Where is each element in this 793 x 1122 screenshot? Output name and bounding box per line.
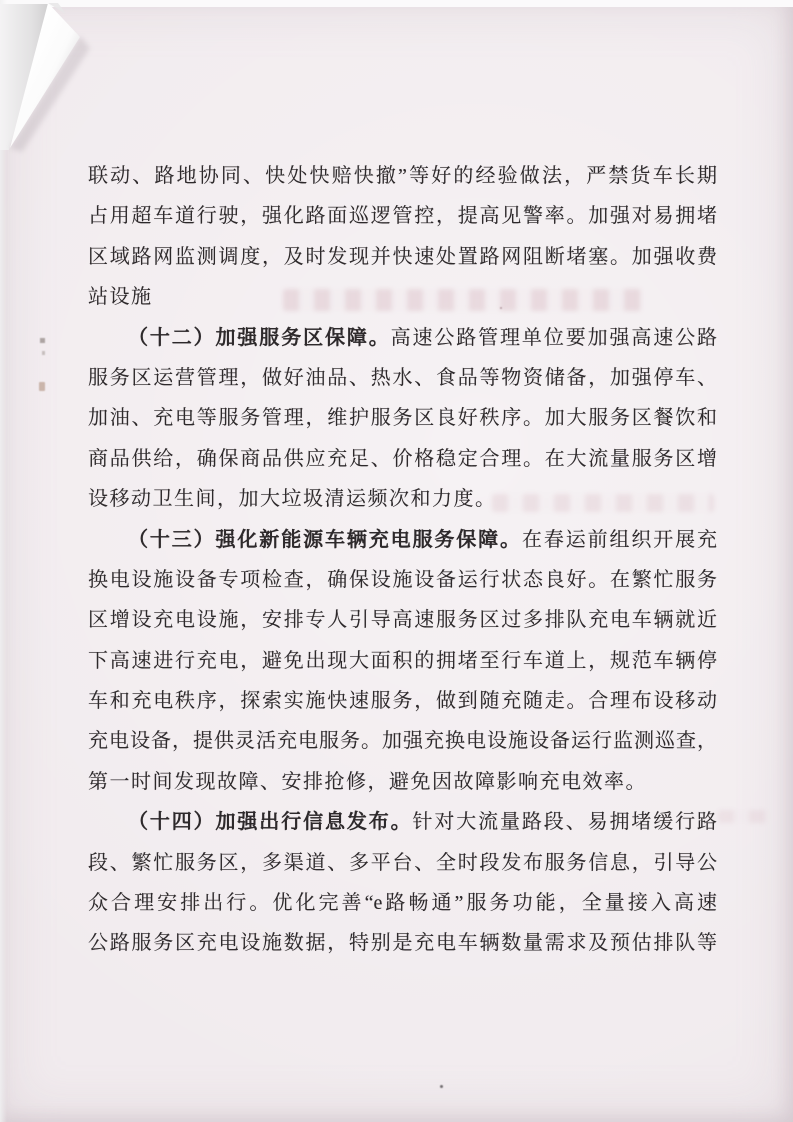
text-line: 站设施: [88, 286, 153, 309]
text-line: 服务区运营管理，做好油品、热水、食品等物资储备，加强停车、: [88, 366, 717, 389]
margin-mark: [42, 351, 45, 355]
text-line: 第一时间发现故障、安排抢修，避免因故障影响充电效率。: [88, 770, 647, 793]
text-line: 众合理安排出行。优化完善“e路畅通”服务功能，全量接入高速: [88, 892, 717, 915]
text-line: 加油、充电等服务管理，维护服务区良好秩序。加大服务区餐饮和: [88, 407, 717, 430]
text-line: （十三）强化新能源车辆充电服务保障。在春运前组织开展充: [128, 528, 718, 551]
paragraph: [88, 318, 717, 520]
item-heading: （十二）加强服务区保障。: [128, 326, 391, 349]
bleed-through-smudge: [718, 810, 770, 823]
dust-speck: [440, 1085, 443, 1088]
text-line: 联动、路地协同、快处快赔快撤”等好的经验做法，严禁货车长期: [88, 165, 717, 187]
text-line: 车和充电秩序，探索实施快速服务，做到随充随走。合理布设移动: [88, 690, 717, 713]
text-line: 区增设充电设施，安排专人引导高速服务区过多排队充电车辆就近: [88, 609, 717, 632]
margin-mark: [39, 382, 45, 391]
text-line: 商品供给，确保商品供应充足、价格稳定合理。在大流量服务区增: [88, 447, 717, 470]
text-line: 占用超车道行驶，强化路面巡逻管控，提高见警率。加强对易拥堵: [88, 205, 717, 228]
text-line: 段、繁忙服务区，多渠道、多平台、全时段发布服务信息，引导公: [88, 851, 717, 874]
paragraph: [88, 802, 717, 964]
text-line: 下高速进行充电，避免出现大面积的拥堵至行车道上，规范车辆停: [88, 649, 717, 672]
paragraph: [88, 520, 717, 803]
page-corner-fold: [0, 0, 160, 175]
text-line: （十四）加强出行信息发布。针对大流量路段、易拥堵缓行路: [128, 811, 717, 834]
text-line: 设移动卫生间，加大垃圾清运频次和力度。: [88, 488, 497, 511]
item-heading: （十三）强化新能源车辆充电服务保障。: [128, 528, 522, 551]
text-line: 区域路网监测调度，及时发现并快速处置路网阻断堵塞。加强收费: [88, 245, 717, 268]
text-line: 充电设备，提供灵活充电服务。加强充换电设施设备运行监测巡查，: [88, 730, 717, 753]
item-heading: （十四）加强出行信息发布。: [128, 811, 413, 834]
text-line: 公路服务区充电设施数据，特别是充电车辆数量需求及预估排队等: [88, 932, 717, 955]
text-line: 换电设施设备专项检查，确保设施设备运行状态良好。在繁忙服务: [88, 568, 717, 591]
text-line: （十二）加强服务区保障。高速公路管理单位要加强高速公路: [128, 326, 718, 349]
margin-mark: [40, 338, 45, 343]
paragraph: [88, 156, 717, 318]
document-body: [88, 156, 717, 964]
